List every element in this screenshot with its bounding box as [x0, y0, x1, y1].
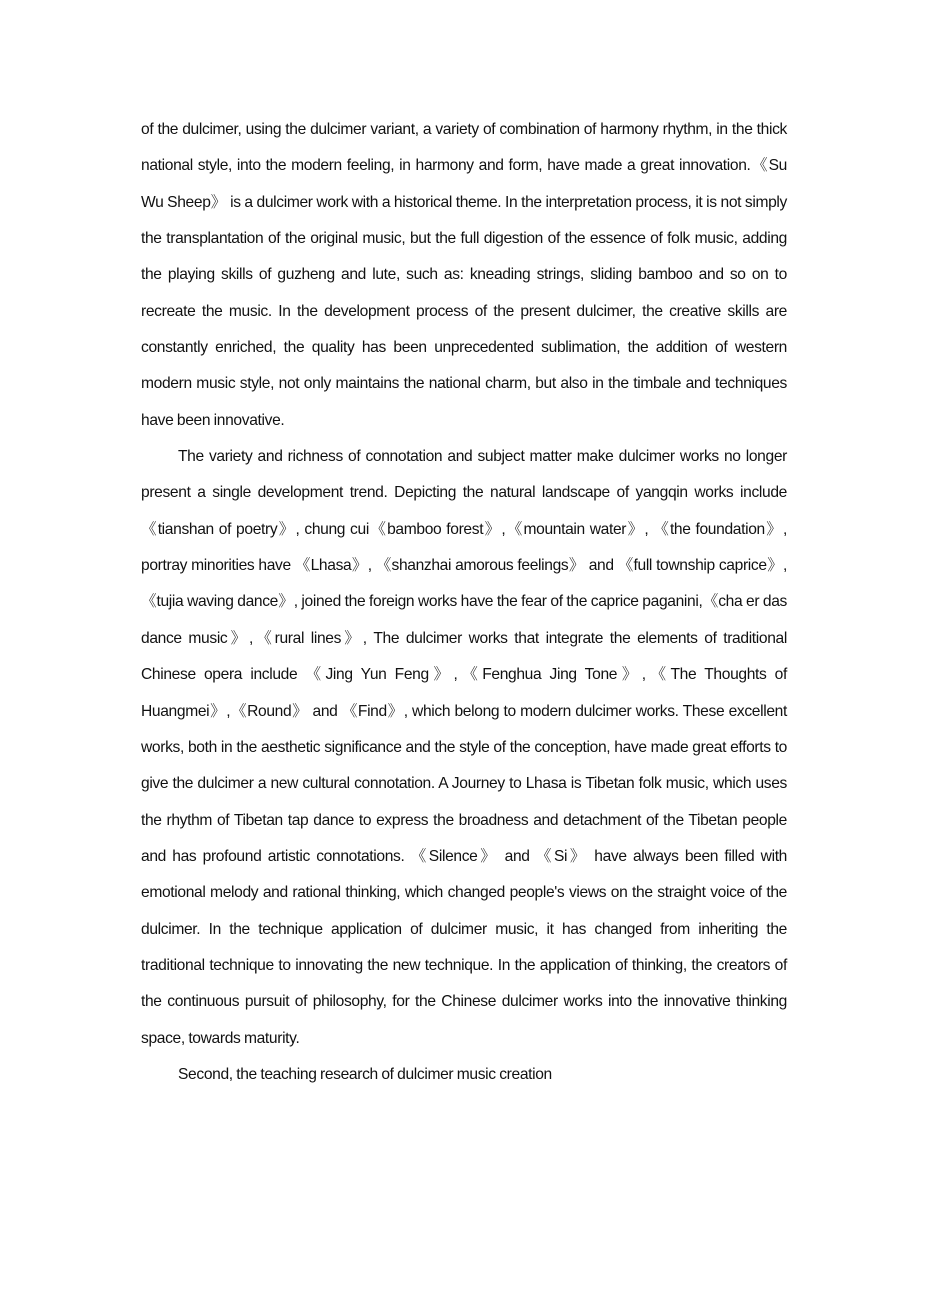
body-text [141, 112, 787, 1093]
section-heading-teaching-research: Second, the teaching research of dulcimer music creation [178, 1065, 552, 1083]
paragraph-works-variety: The variety and richness of connotation and subject matter make dulcimer works no longer present a single development trend. Depicting the natural landscape of yangqin works include《tianshan of poetry》, chung cui《bamboo forest》,《mountain water》, 《the foundation》, portray minorities have 《Lhasa》, 《shanzhai amorous feelings》 and 《full township caprice》, 《tujia waving dance》, joined the foreign works have the fear of the caprice paganini,《cha er das dance music》,《rural lines》, The dulcimer works that integrate the elements of traditional Chinese opera include 《Jing Yun Feng》,《Fenghua Jing Tone》,《The Thoughts of Huangmei》,《Round》 and 《Find》, which belong to modern dulcimer works. These excellent works, both in the aesthetic significance and the style of the conception, have made great efforts to give the dulcimer a new cultural connotation. A Journey to Lhasa is Tibetan folk music, which uses the rhythm of Tibetan tap dance to express the broadness and detachment of the Tibetan people and has profound artistic connotations. 《Silence》 and 《Si》 have always been filled with emotional melody and rational thinking, which changed people's views on the straight voice of the dulcimer. In the technique application of dulcimer music, it has changed from inheriting the traditional technique to innovating the new technique. In the application of thinking, the creators of the continuous pursuit of philosophy, for the Chinese dulcimer works into the innovative thinking space, towards maturity. [141, 448, 787, 1047]
paragraph-continuation: of the dulcimer, using the dulcimer variant, a variety of combination of harmony rhythm, in the thick national style, into the modern feeling, in harmony and form, have made a great innovation.《Su Wu Sheep》 is a dulcimer work with a historical theme. In the interpretation process, it is not simply the transplantation of the original music, but the full digestion of the essence of folk music, adding the playing skills of guzheng and lute, such as: kneading strings, sliding bamboo and so on to recreate the music. In the development process of the present dulcimer, the creative skills are constantly enriched, the quality has been unprecedented sublimation, the addition of western modern music style, not only maintains the national charm, but also in the timbale and techniques have been innovative. [141, 121, 787, 429]
